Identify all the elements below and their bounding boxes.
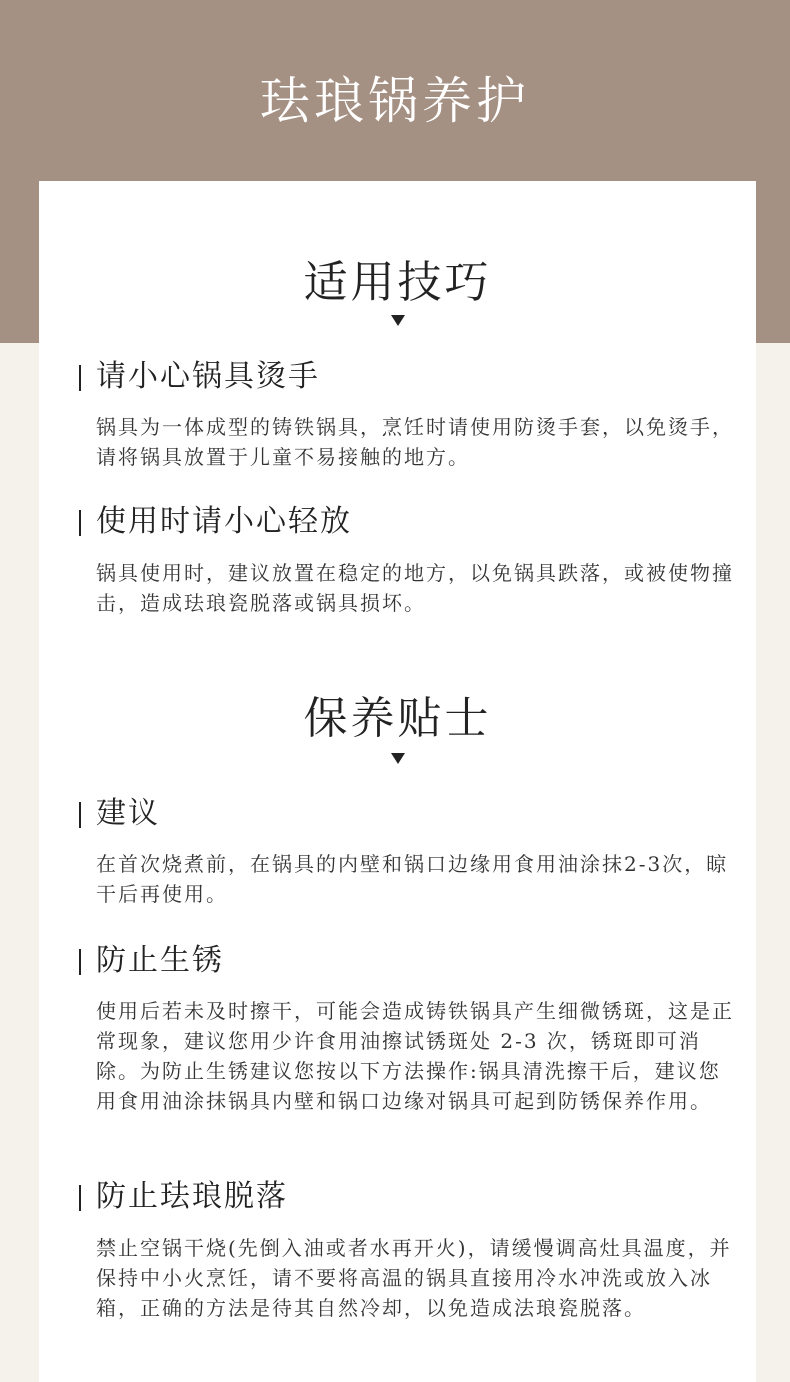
- section-title-tips: 适用技巧: [303, 257, 492, 308]
- triangle-down-icon: [391, 753, 405, 764]
- item-title-place-gently: 使用时请小心轻放: [79, 503, 352, 541]
- content-card: [39, 181, 756, 1382]
- item-title-prevent-enamel-loss: 防止珐琅脱落: [79, 1178, 288, 1216]
- page-title: 珐琅锅养护: [260, 72, 530, 130]
- triangle-down-icon: [391, 315, 405, 326]
- item-body-hot-handle: 锅具为一体成型的铸铁锅具，烹饪时请使用防烫手套，以免烫手，请将锅具放置于儿童不易接触的地方。: [96, 415, 734, 469]
- item-body-prevent-enamel-loss: 禁止空锅干烧(先倒入油或者水再开火)，请缓慢调高灶具温度，并保持中小火烹饪，请不要将高温的锅具直接用冷水冲洗或放入冰箱，正确的方法是待其自然冷却，以免造成法琅瓷脱落。: [96, 1236, 732, 1320]
- item-body-place-gently: 锅具使用时，建议放置在稳定的地方，以免锅具跌落，或被使物撞击，造成珐琅瓷脱落或锅具损坏。: [96, 561, 734, 615]
- section-title-care: 保养贴士: [303, 693, 492, 744]
- item-title-hot-handle: 请小心锅具烫手: [79, 358, 320, 396]
- item-body-suggestion: 在首次烧煮前，在锅具的内壁和锅口边缘用食用油涂抹2-3次，晾干后再使用。: [96, 852, 729, 906]
- item-title-suggestion: 建议: [79, 795, 160, 833]
- item-title-prevent-rust: 防止生锈: [79, 942, 224, 980]
- item-body-prevent-rust: 使用后若未及时擦干，可能会造成铸铁锅具产生细微锈斑，这是正常现象，建议您用少许食用油擦试锈斑处 2-3 次，锈斑即可消除。为防止生锈建议您按以下方法操作:锅具清洗擦干后，建议您用食用油涂抹锅具内壁和锅口边缘对锅具可起到防锈保养作用。: [96, 999, 734, 1113]
